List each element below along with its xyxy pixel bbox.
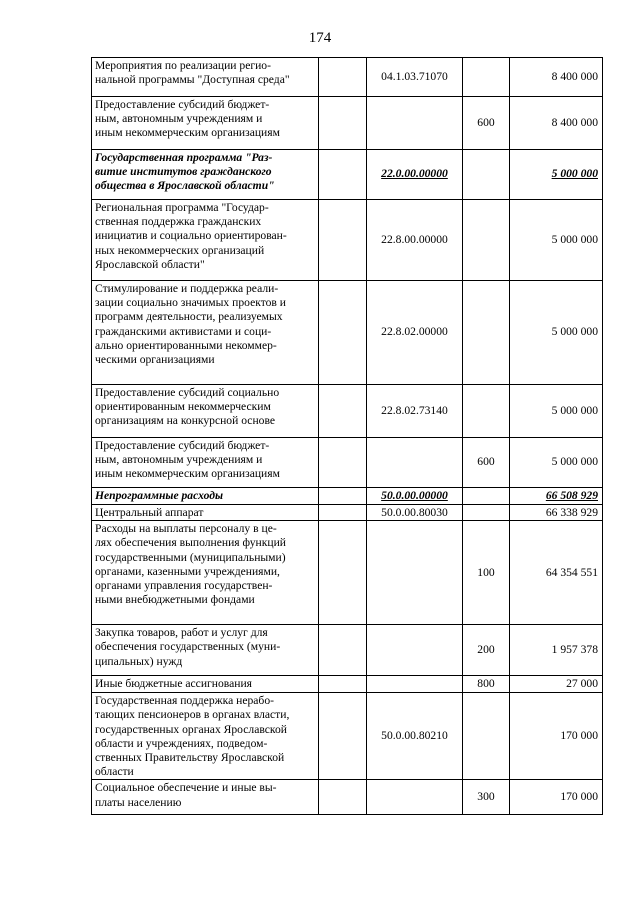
row-code-cell xyxy=(367,521,463,625)
empty-cell xyxy=(319,693,367,780)
row-amount-cell: 1 957 378 xyxy=(510,625,603,676)
row-name-cell: Центральный аппарат xyxy=(92,505,319,521)
table-row xyxy=(92,488,603,505)
table-row xyxy=(92,385,603,438)
row-expense-type-cell xyxy=(463,505,510,521)
table-row xyxy=(92,693,603,780)
table-row xyxy=(92,97,603,150)
row-expense-type-cell: 800 xyxy=(463,676,510,693)
row-expense-type-cell xyxy=(463,150,510,200)
row-expense-type-cell xyxy=(463,200,510,281)
row-amount-cell: 66 338 929 xyxy=(510,505,603,521)
row-expense-type-cell xyxy=(463,385,510,438)
row-expense-type-cell: 300 xyxy=(463,780,510,815)
empty-cell xyxy=(319,200,367,281)
row-name-cell: Стимулирование и поддержка реали- зации социально значимых проектов и программ деятельности, реализуемых гражданскими активистами и соци- ально ориентированными некоммер- ческими организациями xyxy=(92,281,319,385)
row-amount-cell: 64 354 551 xyxy=(510,521,603,625)
row-code-cell: 50.0.00.80030 xyxy=(367,505,463,521)
empty-cell xyxy=(319,488,367,505)
row-expense-type-cell xyxy=(463,58,510,97)
empty-cell xyxy=(319,58,367,97)
row-code-cell: 04.1.03.71070 xyxy=(367,58,463,97)
row-code-cell: 22.8.02.73140 xyxy=(367,385,463,438)
row-amount-cell: 5 000 000 xyxy=(510,200,603,281)
row-name-cell: Предоставление субсидий социально ориентированным некоммерческим организациям на конкурсной основе xyxy=(92,385,319,438)
empty-cell xyxy=(319,150,367,200)
row-name-cell: Государственная программа "Раз- витие институтов гражданского общества в Ярославской области" xyxy=(92,150,319,200)
row-code-cell xyxy=(367,97,463,150)
row-expense-type-cell: 600 xyxy=(463,438,510,488)
table-row xyxy=(92,521,603,625)
row-amount-cell: 5 000 000 xyxy=(510,385,603,438)
row-name-cell: Предоставление субсидий бюджет- ным, автономным учреждениям и иным некоммерческим организациям xyxy=(92,97,319,150)
table-row xyxy=(92,780,603,815)
row-expense-type-cell xyxy=(463,281,510,385)
budget-table xyxy=(91,57,603,815)
row-amount-cell: 8 400 000 xyxy=(510,97,603,150)
row-name-cell: Непрограммные расходы xyxy=(92,488,319,505)
table-row xyxy=(92,505,603,521)
table-row xyxy=(92,150,603,200)
row-code-cell xyxy=(367,780,463,815)
table-row xyxy=(92,676,603,693)
empty-cell xyxy=(319,676,367,693)
empty-cell xyxy=(319,625,367,676)
row-expense-type-cell xyxy=(463,488,510,505)
row-name-cell: Мероприятия по реализации регио- нальной программы "Доступная среда" xyxy=(92,58,319,97)
row-amount-cell: 5 000 000 xyxy=(510,150,603,200)
page-number: 174 xyxy=(308,30,332,46)
empty-cell xyxy=(319,521,367,625)
row-name-cell: Государственная поддержка нерабо- тающих пенсионеров в органах власти, государственных органах Ярославской области и учреждениях, подведом- ственных Правительству Ярославской области xyxy=(92,693,319,780)
row-expense-type-cell xyxy=(463,693,510,780)
row-expense-type-cell: 200 xyxy=(463,625,510,676)
row-amount-cell: 5 000 000 xyxy=(510,438,603,488)
row-code-cell: 22.8.00.00000 xyxy=(367,200,463,281)
row-amount-cell: 8 400 000 xyxy=(510,58,603,97)
table-row xyxy=(92,281,603,385)
empty-cell xyxy=(319,97,367,150)
table-row xyxy=(92,58,603,97)
row-name-cell: Региональная программа "Государ- ственная поддержка гражданских инициатив и социально ориентирован- ных некоммерческих организаций Ярославской области" xyxy=(92,200,319,281)
row-code-cell: 50.0.00.00000 xyxy=(367,488,463,505)
empty-cell xyxy=(319,438,367,488)
row-name-cell: Закупка товаров, работ и услуг для обеспечения государственных (муни- ципальных) нужд xyxy=(92,625,319,676)
row-name-cell: Расходы на выплаты персоналу в це- лях обеспечения выполнения функций государственными (муниципальными) органами, казенными учреждениями, органами управления государствен- ными внебюджетными фондами xyxy=(92,521,319,625)
row-code-cell: 22.0.00.00000 xyxy=(367,150,463,200)
row-code-cell: 22.8.02.00000 xyxy=(367,281,463,385)
empty-cell xyxy=(319,281,367,385)
row-code-cell xyxy=(367,625,463,676)
table-row xyxy=(92,438,603,488)
row-code-cell xyxy=(367,676,463,693)
table-row xyxy=(92,625,603,676)
empty-cell xyxy=(319,780,367,815)
row-amount-cell: 5 000 000 xyxy=(510,281,603,385)
row-code-cell: 50.0.00.80210 xyxy=(367,693,463,780)
row-name-cell: Предоставление субсидий бюджет- ным, автономным учреждениям и иным некоммерческим организациям xyxy=(92,438,319,488)
row-expense-type-cell: 100 xyxy=(463,521,510,625)
row-name-cell: Иные бюджетные ассигнования xyxy=(92,676,319,693)
row-amount-cell: 170 000 xyxy=(510,693,603,780)
empty-cell xyxy=(319,505,367,521)
empty-cell xyxy=(319,385,367,438)
row-amount-cell: 27 000 xyxy=(510,676,603,693)
row-name-cell: Социальное обеспечение и иные вы- платы населению xyxy=(92,780,319,815)
table-row xyxy=(92,200,603,281)
row-expense-type-cell: 600 xyxy=(463,97,510,150)
row-amount-cell: 170 000 xyxy=(510,780,603,815)
row-amount-cell: 66 508 929 xyxy=(510,488,603,505)
row-code-cell xyxy=(367,438,463,488)
